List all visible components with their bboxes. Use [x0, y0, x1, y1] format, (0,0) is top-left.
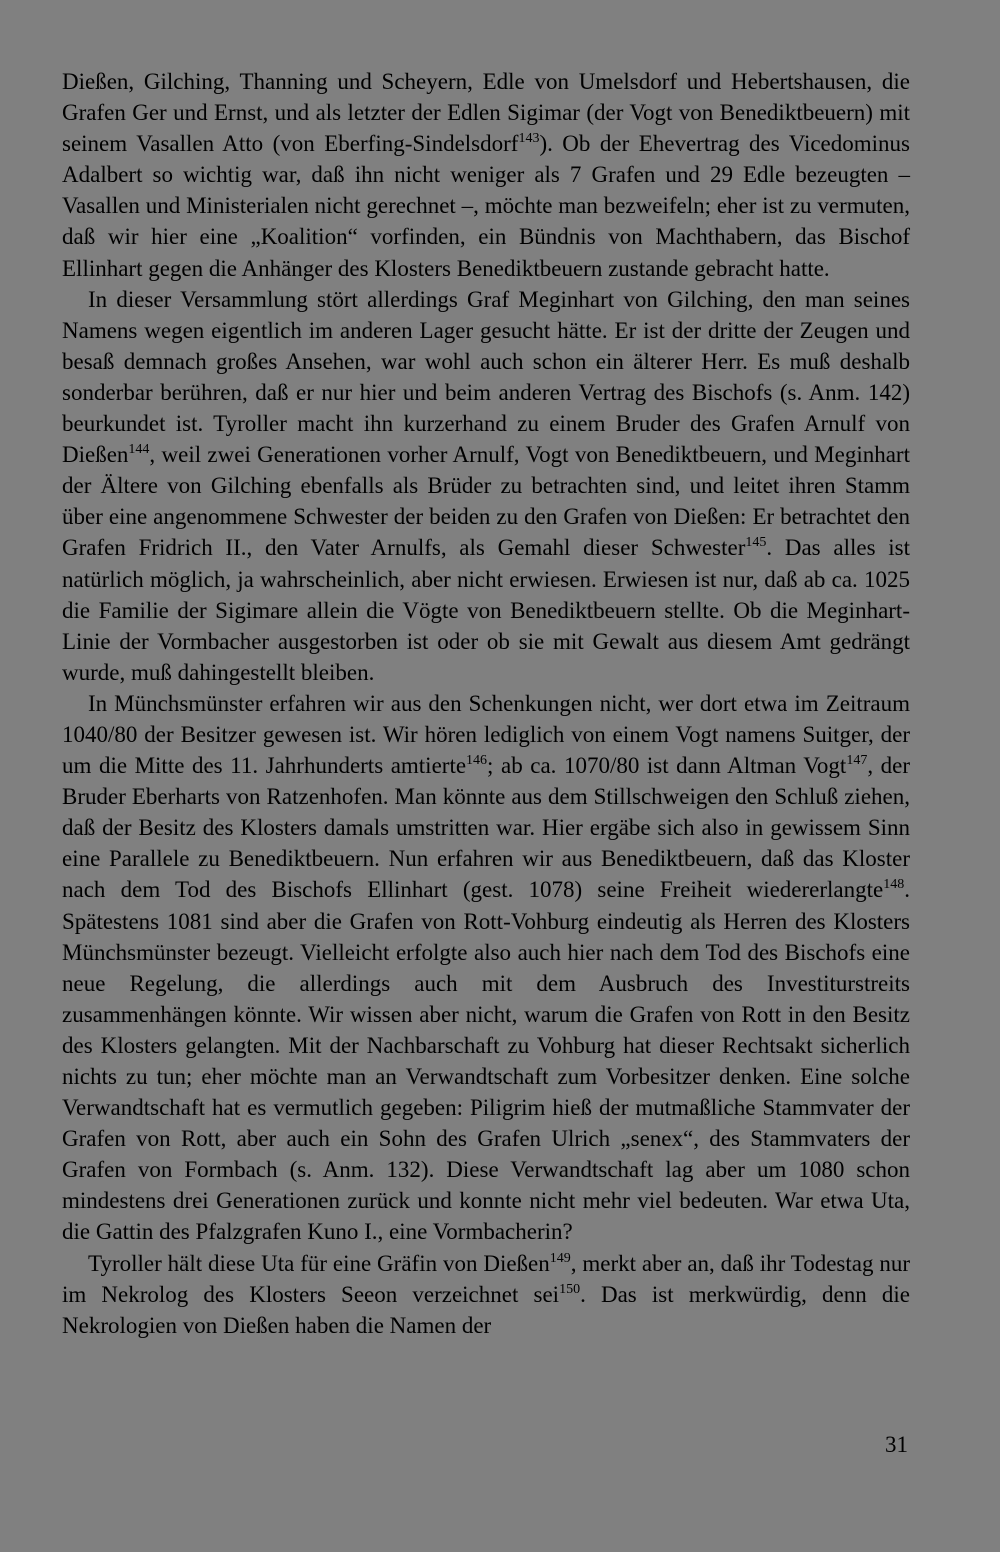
paragraph-text: ; ab ca. 1070/80 ist dann Altman Vogt	[487, 753, 847, 779]
footnote-marker: 148	[883, 877, 905, 893]
footnote-marker: 145	[745, 535, 767, 551]
paragraph	[62, 688, 910, 1248]
footnote-marker: 150	[559, 1281, 581, 1297]
paragraph	[62, 284, 910, 688]
paragraph-text: . Das ist merkwürdig, denn die Nekrologien von Dießen haben die Namen der	[62, 1281, 910, 1338]
paragraph-text: , der Bruder Eberharts von Ratzenhofen. Man könnte aus dem Stillschweigen den Schluß ziehen, daß der Besitz des Klosters damals umstritten war. Hier ergäbe sich also in gewissem Sinn eine Parallele zu Benediktbeuern. Nun erfahren wir aus Benediktbeuern, daß das Kloster nach dem Tod des Bischofs Ellinhart (gest. 1078) seine Freiheit wiedererlangte	[62, 753, 910, 903]
page-number: 31	[885, 1432, 908, 1457]
paragraph-text: . Spätestens 1081 sind aber die Grafen von Rott-Vohburg eindeutig als Herren des Klosters Münchsmünster bezeugt. Vielleicht erfolgte also auch hier nach dem Tod des Bischofs eine neue Regelung, die allerdings auch mit dem Ausbruch des Investiturstreits zusammenhängen könnte. Wir wissen aber nicht, warum die Grafen von Rott in den Besitz des Klosters gelangten. Mit der Nachbarschaft zu Vohburg hat dieser Rechtsakt sicherlich nichts zu tun; eher möchte man an Verwandtschaft zum Vorbesitzer denken. Eine solche Verwandtschaft hat es vermutlich gegeben: Piligrim hieß der mutmaßliche Stammvater der Grafen von Rott, aber auch ein Sohn des Grafen Ulrich „senex“, des Stammvaters der Grafen von Formbach (s. Anm. 132). Diese Verwandtschaft lag aber um 1080 schon mindestens drei Generationen zurück und konnte nicht mehr viel bedeuten. War etwa Uta, die Gattin des Pfalzgrafen Kuno I., eine Vormbacherin?	[62, 877, 910, 1245]
paragraph-text: . Das alles ist natürlich möglich, ja wahrscheinlich, aber nicht erwiesen. Erwiesen ist nur, daß ab ca. 1025 die Familie der Sigimare allein die Vögte von Benediktbeuern stellte. Ob die Meginhart-Linie der Vormbacher ausgestorben ist oder ob sie mit Gewalt aus diesem Amt gedrängt wurde, muß dahingestellt bleiben.	[62, 535, 910, 685]
paragraph-text: Dießen, Gilching, Thanning und Scheyern, Edle von Umelsdorf und Hebertshausen, die Grafen Ger und Ernst, und als letzter der Edlen Sigimar (der Vogt von Benediktbeuern) mit seinem Vasallen Atto (von Eberfing-Sindelsdorf	[62, 69, 910, 157]
paragraph	[62, 66, 910, 284]
paragraph-text: ). Ob der Ehevertrag des Vicedominus Adalbert so wichtig war, daß ihn nicht weniger als 7 Grafen und 29 Edle bezeugten – Vasallen und Ministerialen nicht gerechnet –, möchte man bezweifeln; eher ist zu vermuten, daß wir hier eine „Koalition“ vorfinden, ein Bündnis von Machthabern, das Bischof Ellinhart gegen die Anhänger des Klosters Benediktbeuern zustande gebracht hatte.	[62, 131, 911, 281]
paragraph-text: , merkt aber an, daß ihr Todestag nur im Nekrolog des Klosters Seeon verzeichnet sei	[62, 1250, 910, 1307]
paragraph-text: Tyroller hält diese Uta für eine Gräfin von Dießen	[88, 1250, 550, 1276]
paragraph-text: In dieser Versammlung stört allerdings Graf Meginhart von Gilching, den man seines Namens wegen eigentlich im anderen Lager gesucht hätte. Er ist der dritte der Zeugen und besaß demnach großes Ansehen, war wohl auch schon ein älterer Herr. Es muß deshalb sonderbar berühren, daß er nur hier und beim anderen Vertrag des Bischofs (s. Anm. 142) beurkundet ist. Tyroller macht ihn kurzerhand zu einem Bruder des Grafen Arnulf von Dießen	[62, 286, 910, 468]
paragraph-text: In Münchsmünster erfahren wir aus den Schenkungen nicht, wer dort etwa im Zeitraum 1040/80 der Besitzer gewesen ist. Wir hören lediglich von einem Vogt namens Suitger, der um die Mitte des 11. Jahrhunderts amtierte	[62, 690, 910, 779]
footnote-marker: 144	[128, 442, 150, 458]
footnote-marker: 146	[466, 753, 488, 769]
paragraph-text: , weil zwei Generationen vorher Arnulf, Vogt von Benediktbeuern, und Meginhart der Ältere von Gilching ebenfalls als Brüder zu betrachten sind, und leitet ihren Stamm über eine angenommene Schwester der beiden zu den Grafen von Dießen: Er betrachtet den Grafen Fridrich II., den Vater Arnulfs, als Gemahl dieser Schwester	[62, 442, 910, 561]
paragraph	[62, 1248, 910, 1341]
body-text	[62, 66, 910, 1341]
footnote-marker: 149	[549, 1250, 571, 1266]
footnote-marker: 143	[518, 131, 540, 147]
footnote-marker: 147	[846, 753, 868, 769]
